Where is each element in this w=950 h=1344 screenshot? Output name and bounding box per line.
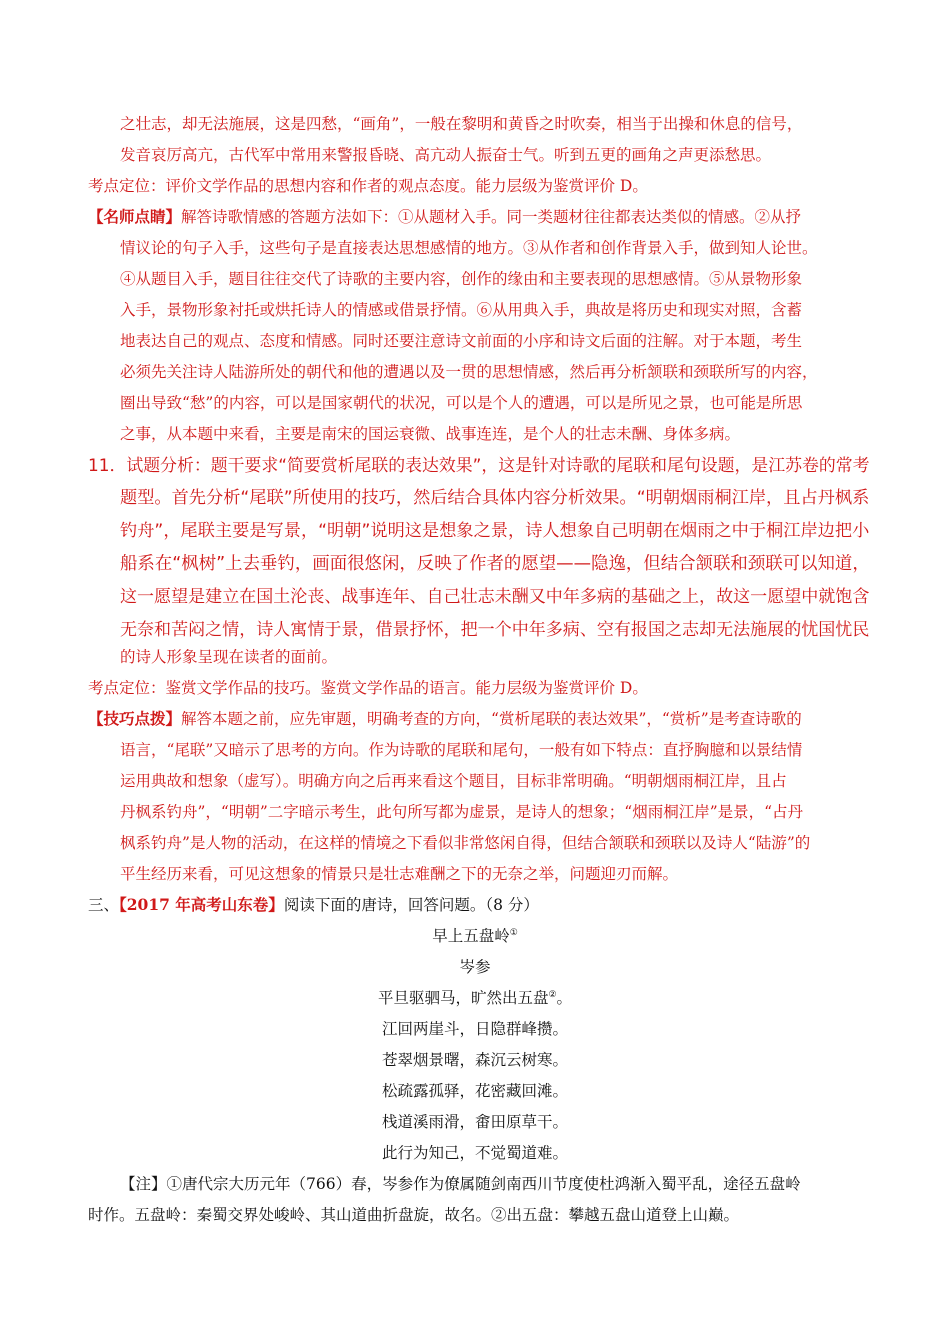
skill-tip-line-6: 平生经历来看，可见这想象的情景只是壮志难酬之下的无奈之举，问题迎刃而解。 (120, 865, 679, 883)
teacher-tip-line-1 (88, 207, 801, 227)
q11-analysis-line-7: 的诗人形象呈现在读者的面前。 (120, 648, 338, 666)
teacher-tip-line-5: 地表达自己的观点、态度和情感。同时还要注意诗文前面的小序和诗文后面的注解。对于本题，考生 (120, 332, 803, 350)
poem-line-2: 江回两崖斗，日隐群峰攒。 (381, 1020, 568, 1038)
section-instruction: 阅读下面的唐诗，回答问题。（8 分） (283, 896, 539, 914)
teacher-tip-line-2: 情议论的句子入手，这些句子是直接表达思想感情的地方。③从作者和创作背景入手，做到知人论世。 (120, 239, 818, 257)
teacher-tip-line-8: 之事，从本题中来看，主要是南宋的国运衰微、战事连连，是个人的壮志未酬、身体多病。 (120, 425, 741, 443)
poem-line-4: 松疏露孤驿，花密藏回滩。 (381, 1082, 568, 1100)
poem-line-1-text: 平旦驱驷马，旷然出五盘 (377, 989, 549, 1007)
analysis-continuation-line-1: 之壮志，却无法施展，这是四愁，“画角”，一般在黎明和黄昏之时吹奏，相当于出操和休息的信号， (120, 115, 803, 133)
poem-line-3: 苍翠烟景曙，森沉云树寒。 (381, 1051, 568, 1069)
skill-tip-line-5: 枫系钓舟”是人物的活动，在这样的情境之下看似非常悠闲自得，但结合颔联和颈联以及诗人“陆游”的 (120, 834, 811, 852)
poem-author: 岑参 (459, 958, 491, 976)
poem-line-1 (0, 988, 950, 1008)
q11-analysis-line-6: 无奈和苦闷之情，诗人寓情于景，借景抒怀，把一个中年多病、空有报国之志却无法施展的忧国忧民 (120, 620, 870, 640)
exam-point-location-1: 考点定位：评价文学作品的思想内容和作者的观点态度。能力层级为鉴赏评价 D。 (88, 177, 648, 195)
skill-tip-line-1 (88, 709, 802, 729)
q11-analysis-line-1: 11．试题分析：题干要求“简要赏析尾联的表达效果”，这是针对诗歌的尾联和尾句设题，是江苏卷的常考 (88, 455, 870, 475)
poem-note-line-1: 【注】①唐代宗大历元年（766）春，岑参作为僚属随剑南西川节度使杜鸿渐入蜀平乱，途径五盘岭 (120, 1175, 801, 1193)
skill-tip-line-2: 语言，“尾联”又暗示了思考的方向。作为诗歌的尾联和尾句，一般有如下特点：直抒胸臆和以景结情 (120, 741, 803, 759)
poem-line-1-note-mark: ② (548, 989, 557, 1000)
poem-line-1-end: 。 (556, 989, 573, 1007)
skill-tip-text-1: 解答本题之前，应先审题，明确考查的方向，“赏析尾联的表达效果”，“赏析”是考查诗歌的 (181, 710, 802, 728)
section-source-tag: 【2017 年高考山东卷】 (119, 895, 284, 914)
poem-title (0, 926, 950, 946)
teacher-tip-line-4: 入手，景物形象衬托或烘托诗人的情感或借景抒情。⑥从用典入手，典故是将历史和现实对照，含蓄 (120, 301, 803, 319)
exam-point-location-2: 考点定位：鉴赏文学作品的技巧。鉴赏文学作品的语言。能力层级为鉴赏评价 D。 (88, 679, 648, 697)
poem-title-note-mark: ① (509, 927, 518, 938)
poem-title-text: 早上五盘岭 (432, 927, 510, 945)
teacher-tip-tag: 【名师点睛】 (88, 207, 182, 226)
analysis-continuation-line-2: 发音哀厉高亢，古代军中常用来警报昏晓、高亢动人振奋士气。听到五更的画角之声更添愁思。 (120, 146, 772, 164)
poem-line-6: 此行为知己，不觉蜀道难。 (381, 1144, 568, 1162)
teacher-tip-line-7: 圈出导致“愁”的内容，可以是国家朝代的状况，可以是个人的遭遇，可以是所见之景，也可能是所思 (120, 394, 803, 412)
skill-tip-line-3: 运用典故和想象（虚写）。明确方向之后再来看这个题目，目标非常明确。“明朝烟雨桐江岸，且占 (120, 772, 787, 790)
q11-analysis-line-4: 船系在“枫树”上去垂钓，画面很悠闲，反映了作者的愿望——隐逸，但结合颔联和颈联可以知道， (120, 554, 870, 574)
q11-analysis-line-3: 钓舟”，尾联主要是写景，“明朝”说明这是想象之景，诗人想象自己明朝在烟雨之中于桐江岸边把小 (120, 521, 870, 541)
poem-note-line-2: 时作。五盘岭：秦蜀交界处峻岭、其山道曲折盘旋，故名。②出五盘：攀越五盘山道登上山巅。 (88, 1206, 740, 1224)
skill-tip-tag: 【技巧点拨】 (88, 709, 182, 728)
section-three-heading (88, 895, 539, 915)
teacher-tip-text-1: 解答诗歌情感的答题方法如下：①从题材入手。同一类题材往往都表达类似的情感。②从抒 (181, 208, 802, 226)
skill-tip-line-4: 丹枫系钓舟”，“明朝”二字暗示考生，此句所写都为虚景，是诗人的想象；“烟雨桐江岸”是景，“占丹 (120, 803, 804, 821)
teacher-tip-line-6: 必须先关注诗人陆游所处的朝代和他的遭遇以及一贯的思想情感，然后再分析颔联和颈联所写的内容， (120, 363, 818, 381)
section-number: 三、 (88, 896, 120, 914)
q11-analysis-line-5: 这一愿望是建立在国土沦丧、战事连年、自己壮志未酬又中年多病的基础之上，故这一愿望中就饱含 (120, 587, 870, 607)
teacher-tip-line-3: ④从题目入手，题目往往交代了诗歌的主要内容，创作的缘由和主要表现的思想感情。⑤从景物形象 (120, 270, 803, 288)
poem-line-5: 栈道溪雨滑，畬田原草干。 (381, 1113, 568, 1131)
q11-analysis-line-2: 题型。首先分析“尾联”所使用的技巧，然后结合具体内容分析效果。“明朝烟雨桐江岸，且占丹枫系 (120, 488, 870, 508)
